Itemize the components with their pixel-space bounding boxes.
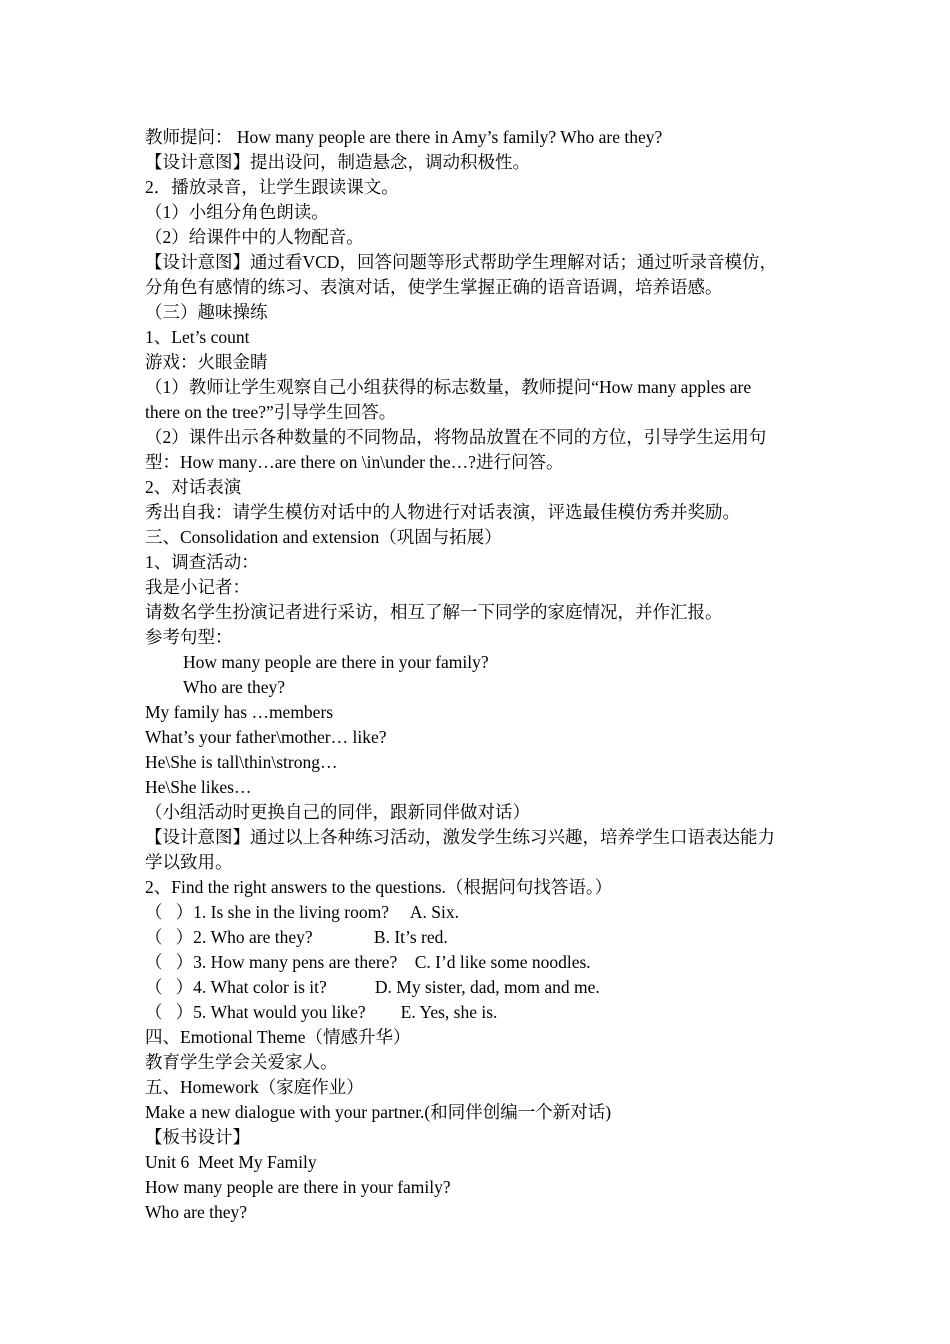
- section-heading: 五、Homework（家庭作业）: [145, 1077, 364, 1097]
- text-line: 1、Let’s count: [145, 327, 250, 347]
- text-line: （小组活动时更换自己的同伴，跟新同伴做对话）: [145, 802, 530, 822]
- text-line: 游戏：火眼金睛: [145, 352, 268, 372]
- exercise-item: （ ）4. What color is it? D. My sister, dad, mom and me.: [145, 977, 600, 997]
- text-line: 型：How many…are there on \in\under the…?进行问答。: [145, 452, 564, 472]
- text-line: （2）给课件中的人物配音。: [145, 227, 364, 247]
- text-line: 分角色有感情的练习、表演对话，使学生掌握正确的语音语调，培养语感。: [145, 277, 723, 297]
- text-line: 我是小记者：: [145, 577, 250, 597]
- exercise-item: （ ）1. Is she in the living room? A. Six.: [145, 902, 460, 922]
- text-line: （2）课件出示各种数量的不同物品，将物品放置在不同的方位，引导学生运用句: [145, 427, 767, 447]
- text-line: What’s your father\mother… like?: [145, 727, 387, 747]
- text-line: 1、调查活动：: [145, 552, 259, 572]
- text-line: 学以致用。: [145, 852, 233, 872]
- reference-sentence: Who are they?: [183, 677, 286, 697]
- exercise-item: （ ）5. What would you like? E. Yes, she is.: [145, 1002, 498, 1022]
- text-line: 2、对话表演: [145, 477, 242, 497]
- text-line: there on the tree?”引导学生回答。: [145, 402, 397, 422]
- text-line: 2、Find the right answers to the questions.（根据问句找答语。）: [145, 877, 613, 897]
- text-line: 秀出自我：请学生模仿对话中的人物进行对话表演，评选最佳模仿秀并奖励。: [145, 502, 740, 522]
- text-line: Unit 6 Meet My Family: [145, 1152, 317, 1172]
- text-line: 【设计意图】提出设问，制造悬念，调动积极性。: [145, 152, 530, 172]
- text-line: 教育学生学会关爱家人。: [145, 1052, 338, 1072]
- text-line: Make a new dialogue with your partner.(和同伴创编一个新对话): [145, 1102, 612, 1122]
- text-line: 【设计意图】通过看VCD，回答问题等形式帮助学生理解对话；通过听录音模仿，: [145, 252, 777, 272]
- text-line: 【板书设计】: [145, 1127, 250, 1147]
- text-line: He\She likes…: [145, 777, 252, 797]
- text-line: 请数名学生扮演记者进行采访，相互了解一下同学的家庭情况，并作汇报。: [145, 602, 723, 622]
- section-heading: 三、Consolidation and extension（巩固与拓展）: [145, 527, 502, 547]
- text-line: My family has …members: [145, 702, 334, 722]
- exercise-item: （ ）3. How many pens are there? C. I’d like some noodles.: [145, 952, 591, 972]
- text-line: How many people are there in your family?: [145, 1177, 451, 1197]
- text-line: He\She is tall\thin\strong…: [145, 752, 338, 772]
- text-line: Who are they?: [145, 1202, 248, 1222]
- text-line: 【设计意图】通过以上各种练习活动，激发学生练习兴趣，培养学生口语表达能力: [145, 827, 775, 847]
- section-heading: 四、Emotional Theme（情感升华）: [145, 1027, 411, 1047]
- section-heading: （三）趣味操练: [145, 302, 268, 322]
- exercise-item: （ ）2. Who are they? B. It’s red.: [145, 927, 448, 947]
- text-line: 教师提问： How many people are there in Amy’s family? Who are they?: [145, 127, 663, 147]
- text-line: （1）教师让学生观察自己小组获得的标志数量，教师提问“How many apples are: [145, 377, 752, 397]
- text-line: 2．播放录音，让学生跟读课文。: [145, 177, 399, 197]
- reference-sentence: How many people are there in your family?: [183, 652, 489, 672]
- text-line: （1）小组分角色朗读。: [145, 202, 329, 222]
- text-line: 参考句型：: [145, 627, 233, 647]
